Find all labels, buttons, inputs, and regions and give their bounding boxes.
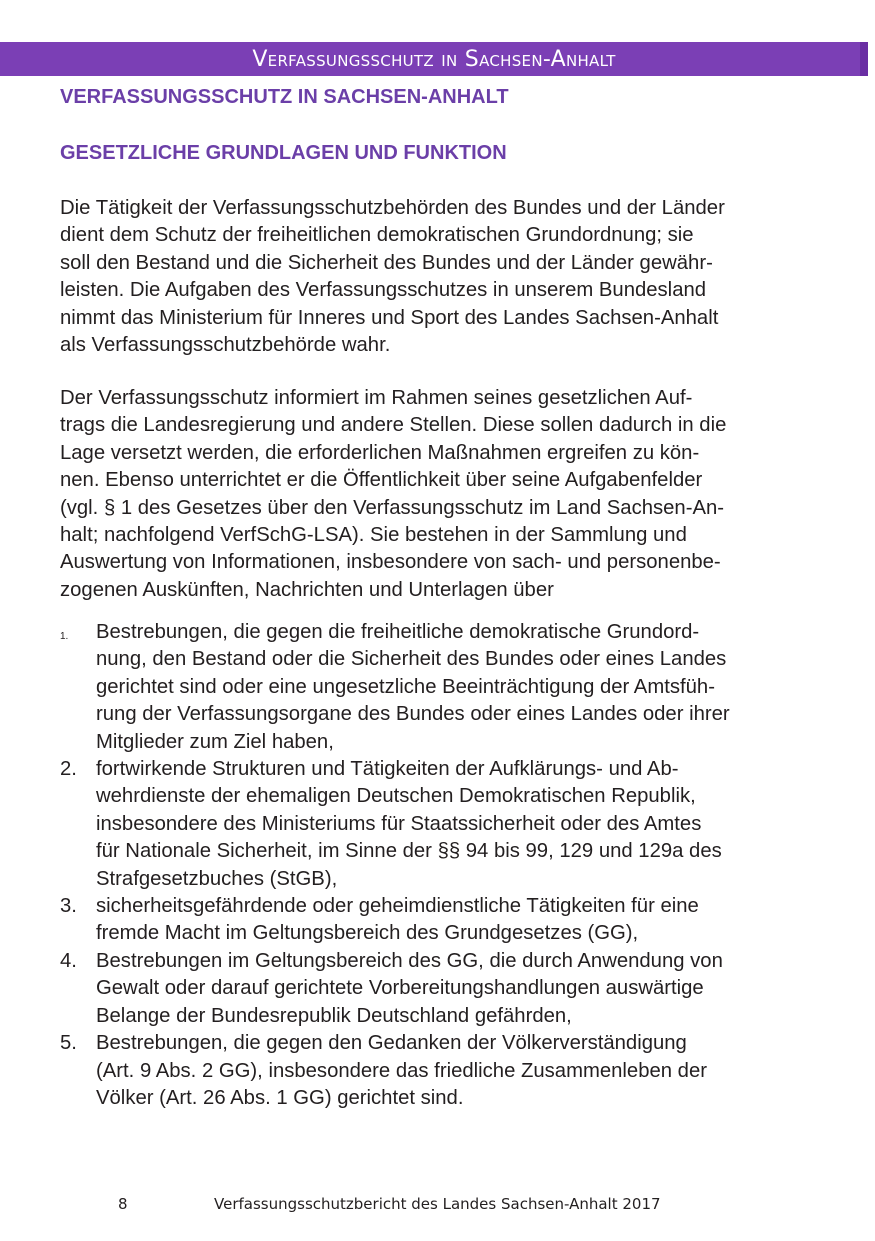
list-line: gerichtet sind oder eine ungesetzliche Beeinträchtigung der Amtsfüh- bbox=[96, 675, 715, 698]
list-item bbox=[60, 948, 830, 1030]
paragraph-line: zogenen Auskünften, Nachrichten und Unterlagen über bbox=[60, 578, 554, 601]
list-number: 4. bbox=[60, 949, 77, 972]
list-line: Mitglieder zum Ziel haben, bbox=[96, 730, 334, 753]
paragraph-line: dient dem Schutz der freiheitlichen demokratischen Grundordnung; sie bbox=[60, 224, 694, 247]
list-number: 1. bbox=[60, 631, 69, 642]
subsection-title: GESETZLICHE GRUNDLAGEN UND FUNKTION bbox=[60, 142, 507, 164]
list-line: sicherheitsgefährdende oder geheimdienstliche Tätigkeiten für eine bbox=[96, 895, 699, 918]
list-line: Bestrebungen im Geltungsbereich des GG, die durch Anwendung von bbox=[96, 949, 723, 972]
paragraph-line: trags die Landesregierung und andere Stellen. Diese sollen dadurch in die bbox=[60, 414, 727, 437]
paragraph-line: leisten. Die Aufgaben des Verfassungsschutzes in unserem Bundesland bbox=[60, 279, 707, 302]
list-number: 3. bbox=[60, 895, 77, 918]
paragraph-line: halt; nachfolgend VerfSchG-LSA). Sie bestehen in der Sammlung und bbox=[60, 524, 687, 547]
paragraph-intro bbox=[60, 195, 820, 359]
section-title: VERFASSUNGSSCHUTZ IN SACHSEN-ANHALT bbox=[60, 86, 509, 108]
footer-publication: Verfassungsschutzbericht des Landes Sachsen-Anhalt 2017 bbox=[214, 1195, 661, 1213]
list-item bbox=[60, 619, 830, 756]
list-number: 2. bbox=[60, 758, 77, 781]
list-line: insbesondere des Ministeriums für Staatssicherheit oder des Amtes bbox=[96, 812, 702, 835]
list-line: Belange der Bundesrepublik Deutschland gefährden, bbox=[96, 1004, 572, 1027]
paragraph-line: Lage versetzt werden, die erforderlichen Maßnahmen ergreifen zu kön- bbox=[60, 441, 700, 464]
paragraph-line: Auswertung von Informationen, insbesondere von sach- und personenbe- bbox=[60, 551, 721, 574]
list-line: nung, den Bestand oder die Sicherheit des Bundes oder eines Landes bbox=[96, 648, 727, 671]
list-line: Völker (Art. 26 Abs. 1 GG) gerichtet sind. bbox=[96, 1086, 464, 1109]
paragraph-line: soll den Bestand und die Sicherheit des Bundes und der Länder gewähr- bbox=[60, 251, 713, 274]
list-line: (Art. 9 Abs. 2 GG), insbesondere das friedliche Zusammenleben der bbox=[96, 1059, 707, 1082]
list-number: 5. bbox=[60, 1032, 77, 1055]
paragraph-tasks bbox=[60, 385, 820, 604]
list-line: Gewalt oder darauf gerichtete Vorbereitungshandlungen auswärtige bbox=[96, 977, 704, 1000]
list-line: fremde Macht im Geltungsbereich des Grundgesetzes (GG), bbox=[96, 922, 639, 945]
paragraph-line: nen. Ebenso unterrichtet er die Öffentlichkeit über seine Aufgabenfelder bbox=[60, 469, 703, 492]
paragraph-line: nimmt das Ministerium für Inneres und Sport des Landes Sachsen-Anhalt bbox=[60, 306, 719, 329]
list-line: Bestrebungen, die gegen den Gedanken der Völkerverständigung bbox=[96, 1032, 687, 1055]
task-list bbox=[60, 619, 830, 1112]
list-line: Bestrebungen, die gegen die freiheitliche demokratische Grundord- bbox=[96, 621, 700, 643]
paragraph-line: Der Verfassungsschutz informiert im Rahmen seines gesetzlichen Auf- bbox=[60, 387, 693, 409]
banner-title: Verfassungsschutz in Sachsen-Anhalt bbox=[252, 47, 616, 72]
list-line: wehrdienste der ehemaligen Deutschen Demokratischen Republik, bbox=[96, 785, 696, 808]
list-item bbox=[60, 893, 830, 948]
paragraph-line: (vgl. § 1 des Gesetzes über den Verfassungsschutz im Land Sachsen-An- bbox=[60, 496, 725, 519]
paragraph-line: Die Tätigkeit der Verfassungsschutzbehörden des Bundes und der Länder bbox=[60, 197, 725, 219]
list-line: fortwirkende Strukturen und Tätigkeiten der Aufklärungs- und Ab- bbox=[96, 758, 679, 781]
page-number: 8 bbox=[118, 1195, 128, 1213]
list-line: rung der Verfassungsorgane des Bundes oder eines Landes oder ihrer bbox=[96, 703, 730, 726]
list-line: für Nationale Sicherheit, im Sinne der §§ 94 bis 99, 129 und 129a des bbox=[96, 840, 722, 863]
list-item bbox=[60, 1030, 830, 1112]
list-line: Strafgesetzbuches (StGB), bbox=[96, 867, 338, 890]
paragraph-line: als Verfassungsschutzbehörde wahr. bbox=[60, 334, 391, 357]
list-item bbox=[60, 756, 830, 893]
